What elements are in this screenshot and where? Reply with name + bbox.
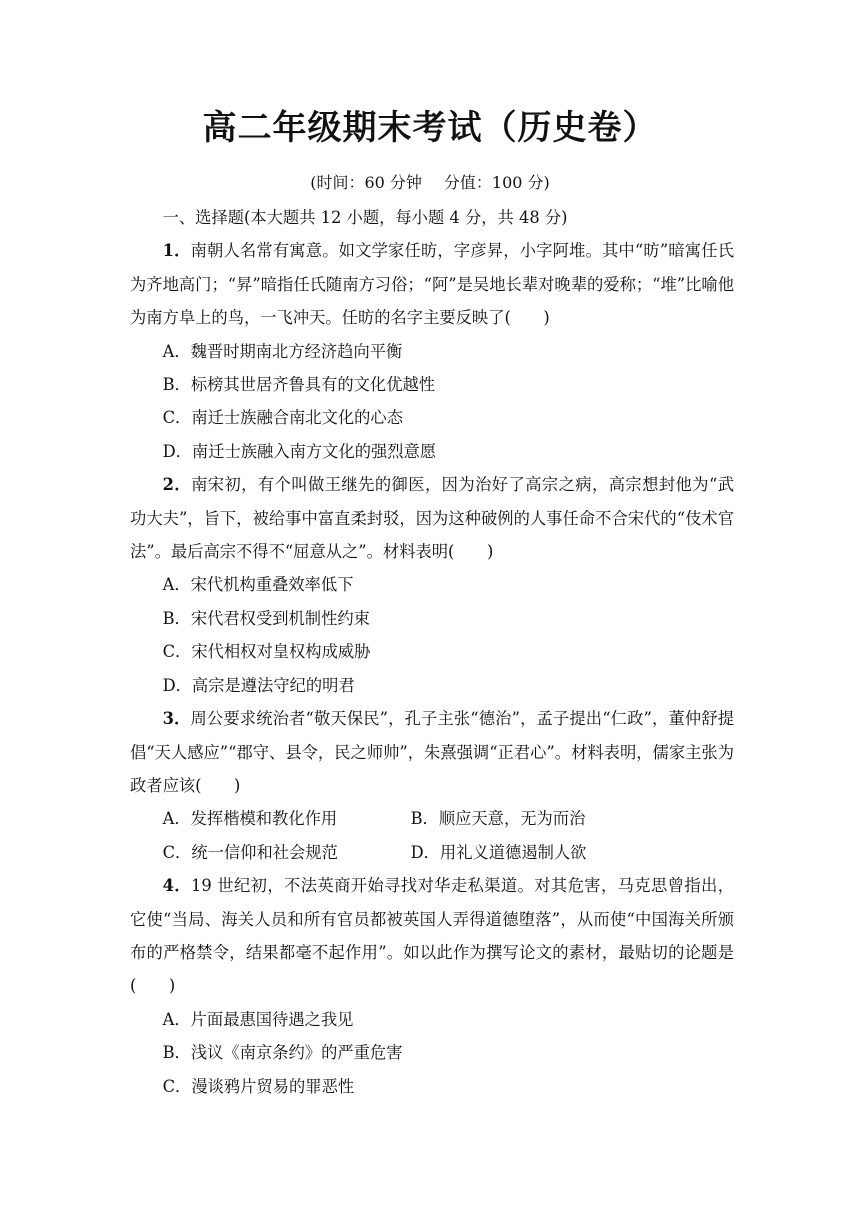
- option-d: D．用礼义道德遏制人欲: [410, 842, 587, 862]
- question-text: 南朝人名常有寓意。如文学家任昉，字彦昇，小字阿堆。其中“昉”暗寓任氏为齐地高门；“昇”暗指任氏随南方习俗；“阿”是吴地长辈对晚辈的爱称；“堆”比喻他为南方阜上的鸟，一飞冲天。任昉的名字主要反映了( ): [130, 241, 734, 328]
- option-a: A．发挥楷模和教化作用: [162, 809, 338, 829]
- exam-time: (时间：60 分钟: [310, 173, 422, 192]
- option-b: B．顺应天意，无为而治: [410, 809, 586, 829]
- page-title: 高二年级期末考试（历史卷）: [202, 108, 658, 148]
- option-row: [130, 802, 734, 835]
- option-b: B．宋代君权受到机制性约束: [162, 608, 370, 628]
- option-b: B．浅议《南京条约》的严重危害: [162, 1043, 403, 1063]
- exam-body: [130, 201, 734, 1103]
- question-number: 1．: [162, 241, 191, 261]
- option-c: C．漫谈鸦片贸易的罪恶性: [162, 1076, 355, 1096]
- question-text: 19 世纪初，不法英商开始寻找对华走私渠道。对其危害，马克思曾指出，它使“当局、海关人员和所有官员都被英国人弄得道德堕落”，从而使“中国海关所颁布的严格禁令，结果都毫不起作用”。如以此作为撰写论文的素材，最贴切的论题是( ): [130, 876, 734, 996]
- option-a: A．魏晋时期南北方经济趋向平衡: [162, 341, 403, 361]
- question-1: [130, 234, 734, 468]
- option-a: A．宋代机构重叠效率低下: [162, 575, 354, 595]
- question-stem: [130, 869, 734, 1003]
- exam-score: 分值：100 分): [443, 173, 550, 192]
- question-stem: [130, 702, 734, 802]
- option-b: B．标榜其世居齐鲁具有的文化优越性: [162, 375, 436, 395]
- option-c: C．南迁士族融合南北文化的心态: [162, 408, 403, 428]
- option-c: C．统一信仰和社会规范: [162, 842, 338, 862]
- option-c: C．宋代相权对皇权构成威胁: [162, 642, 371, 662]
- option-a: A．片面最惠国待遇之我见: [162, 1009, 354, 1029]
- question-stem: [130, 468, 734, 568]
- question-2: [130, 468, 734, 702]
- question-3: [130, 702, 734, 869]
- question-number: 4．: [162, 876, 192, 896]
- question-stem: [130, 234, 734, 334]
- question-text: 南宋初，有个叫做王继先的御医，因为治好了高宗之病，高宗想封他为“武功大夫”，旨下，被给事中富直柔封驳，因为这种破例的人事任命不合宋代的“伎术官法”。最后高宗不得不“屈意从之”。材料表明( ): [130, 475, 734, 562]
- question-number: 2．: [162, 475, 192, 495]
- option-d: D．高宗是遵法守纪的明君: [162, 675, 355, 695]
- question-number: 3．: [162, 709, 191, 729]
- section-heading: 一、选择题(本大题共 12 小题，每小题 4 分，共 48 分): [162, 208, 568, 227]
- exam-info: [0, 172, 860, 194]
- question-text: 周公要求统治者“敬天保民”，孔子主张“德治”，孟子提出“仁政”，董仲舒提倡“天人感应”“郡守、县令，民之师帅”，朱熹强调“正君心”。材料表明，儒家主张为政者应该( ): [130, 709, 734, 795]
- option-d: D．南迁士族融入南方文化的强烈意愿: [162, 441, 437, 461]
- question-4: [130, 869, 734, 1103]
- option-row: [130, 836, 734, 869]
